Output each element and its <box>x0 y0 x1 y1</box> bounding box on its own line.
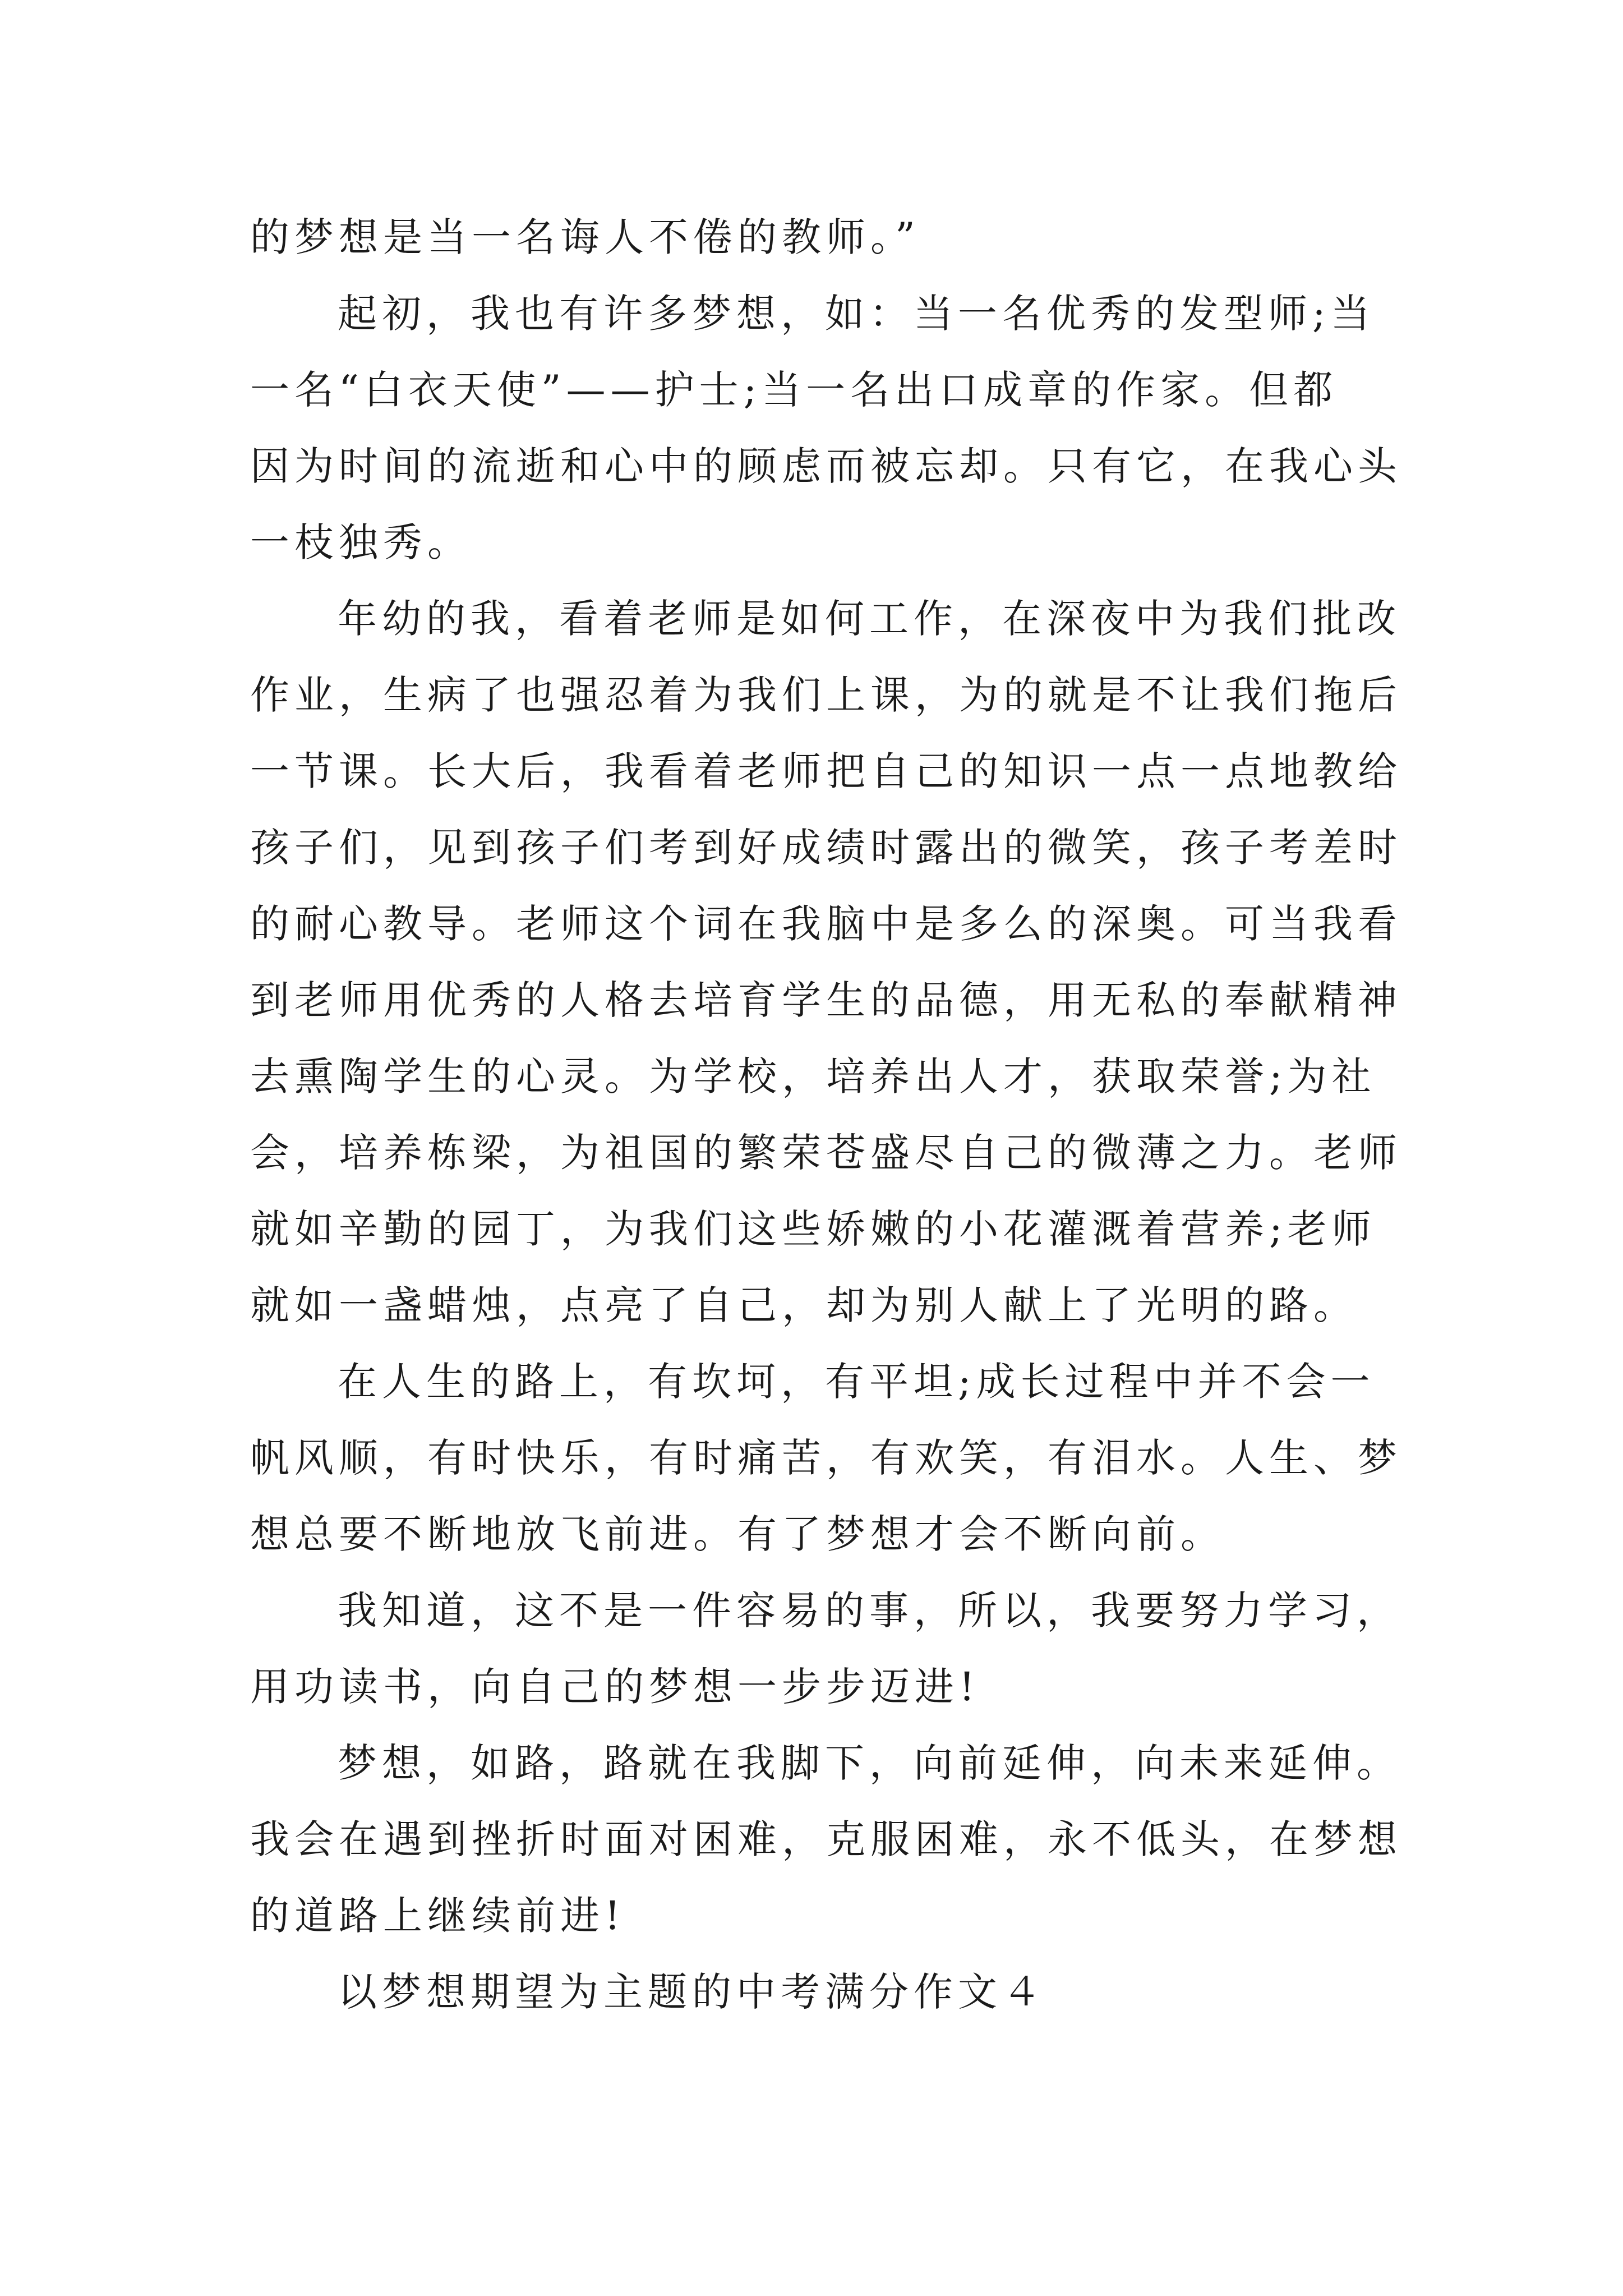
text-line: 就如一盏蜡烛，点亮了自己，却为别人献上了光明的路。 <box>250 1282 1358 1328</box>
text-line: 一名“白衣天使”——护士;当一名出口成章的作家。但都 <box>250 367 1338 413</box>
text-line: 一节课。长大后，我看着老师把自己的知识一点一点地教给 <box>250 748 1402 794</box>
text-line: 在人生的路上，有坎坷，有平坦;成长过程中并不会一 <box>338 1359 1375 1405</box>
text-line: 起初，我也有许多梦想，如：当一名优秀的发型师;当 <box>338 291 1375 337</box>
essay-text <box>250 199 1402 2030</box>
text-line: 的梦想是当一名诲人不倦的教师。” <box>250 214 920 260</box>
text-line: 我知道，这不是一件容易的事，所以，我要努力学习， <box>338 1588 1401 1634</box>
text-line: 想总要不断地放飞前进。有了梦想才会不断向前。 <box>250 1511 1225 1557</box>
text-line: 年幼的我，看着老师是如何工作，在深夜中为我们批改 <box>338 596 1401 642</box>
text-line: 孩子们，见到孩子们考到好成绩时露出的微笑，孩子考差时 <box>250 825 1402 871</box>
text-line: 梦想，如路，路就在我脚下，向前延伸，向未来延伸。 <box>338 1740 1401 1786</box>
text-line: 的耐心教导。老师这个词在我脑中是多么的深奥。可当我看 <box>250 901 1402 947</box>
text-line: 用功读书，向自己的梦想一步步迈进! <box>250 1664 980 1710</box>
text-line: 会，培养栋梁，为祖国的繁荣苍盛尽自己的微薄之力。老师 <box>250 1130 1402 1176</box>
text-line: 就如辛勤的园丁，为我们这些娇嫩的小花灌溉着营养;老师 <box>250 1206 1376 1252</box>
text-line: 去熏陶学生的心灵。为学校，培养出人才，获取荣誉;为社 <box>250 1053 1376 1099</box>
text-line: 我会在遇到挫折时面对困难，克服困难，永不低头，在梦想 <box>250 1816 1402 1862</box>
text-line: 到老师用优秀的人格去培育学生的品德，用无私的奉献精神 <box>250 977 1402 1023</box>
text-line: 一枝独秀。 <box>250 519 472 565</box>
text-line: 的道路上继续前进! <box>250 1893 626 1939</box>
section-heading: 以梦想期望为主题的中考满分作文４ <box>338 1969 1046 2015</box>
text-line: 作业，生病了也强忍着为我们上课，为的就是不让我们拖后 <box>250 672 1402 718</box>
text-line: 帆风顺，有时快乐，有时痛苦，有欢笑，有泪水。人生、梦 <box>250 1435 1402 1481</box>
text-line: 因为时间的流逝和心中的顾虑而被忘却。只有它，在我心头 <box>250 443 1402 489</box>
